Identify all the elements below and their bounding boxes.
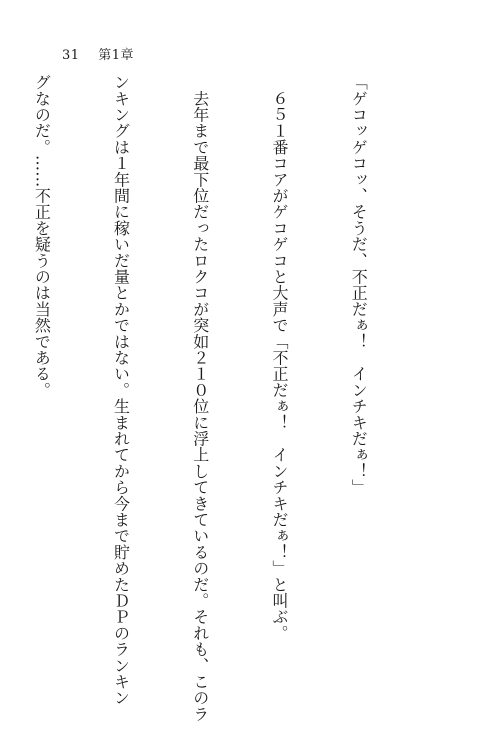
text-line: 去年まで最下位だったロクコが突如２１０位に浮上してきているのだ。それも、このラ (190, 74, 210, 722)
text-line: グなのだ。……不正を疑うのは当然である。 (32, 74, 52, 398)
body-text (0, 74, 424, 722)
text-line: 「ゲコッゲコッ、そうだ、不正だぁ！ インチキだぁ！」 (349, 74, 369, 496)
chapter-title: 第1章 (98, 48, 134, 63)
text-line: ンキングは１年間に稼いだ量とかではない。生まれてから今まで貯めたＤＰのランキン (111, 74, 131, 706)
page-number: 31 (62, 48, 80, 63)
text-line: ６５１番コアがゲコゲコと大声で「不正だぁ！ インチキだぁ！」と叫ぶ。 (269, 74, 289, 641)
running-header (62, 44, 134, 63)
